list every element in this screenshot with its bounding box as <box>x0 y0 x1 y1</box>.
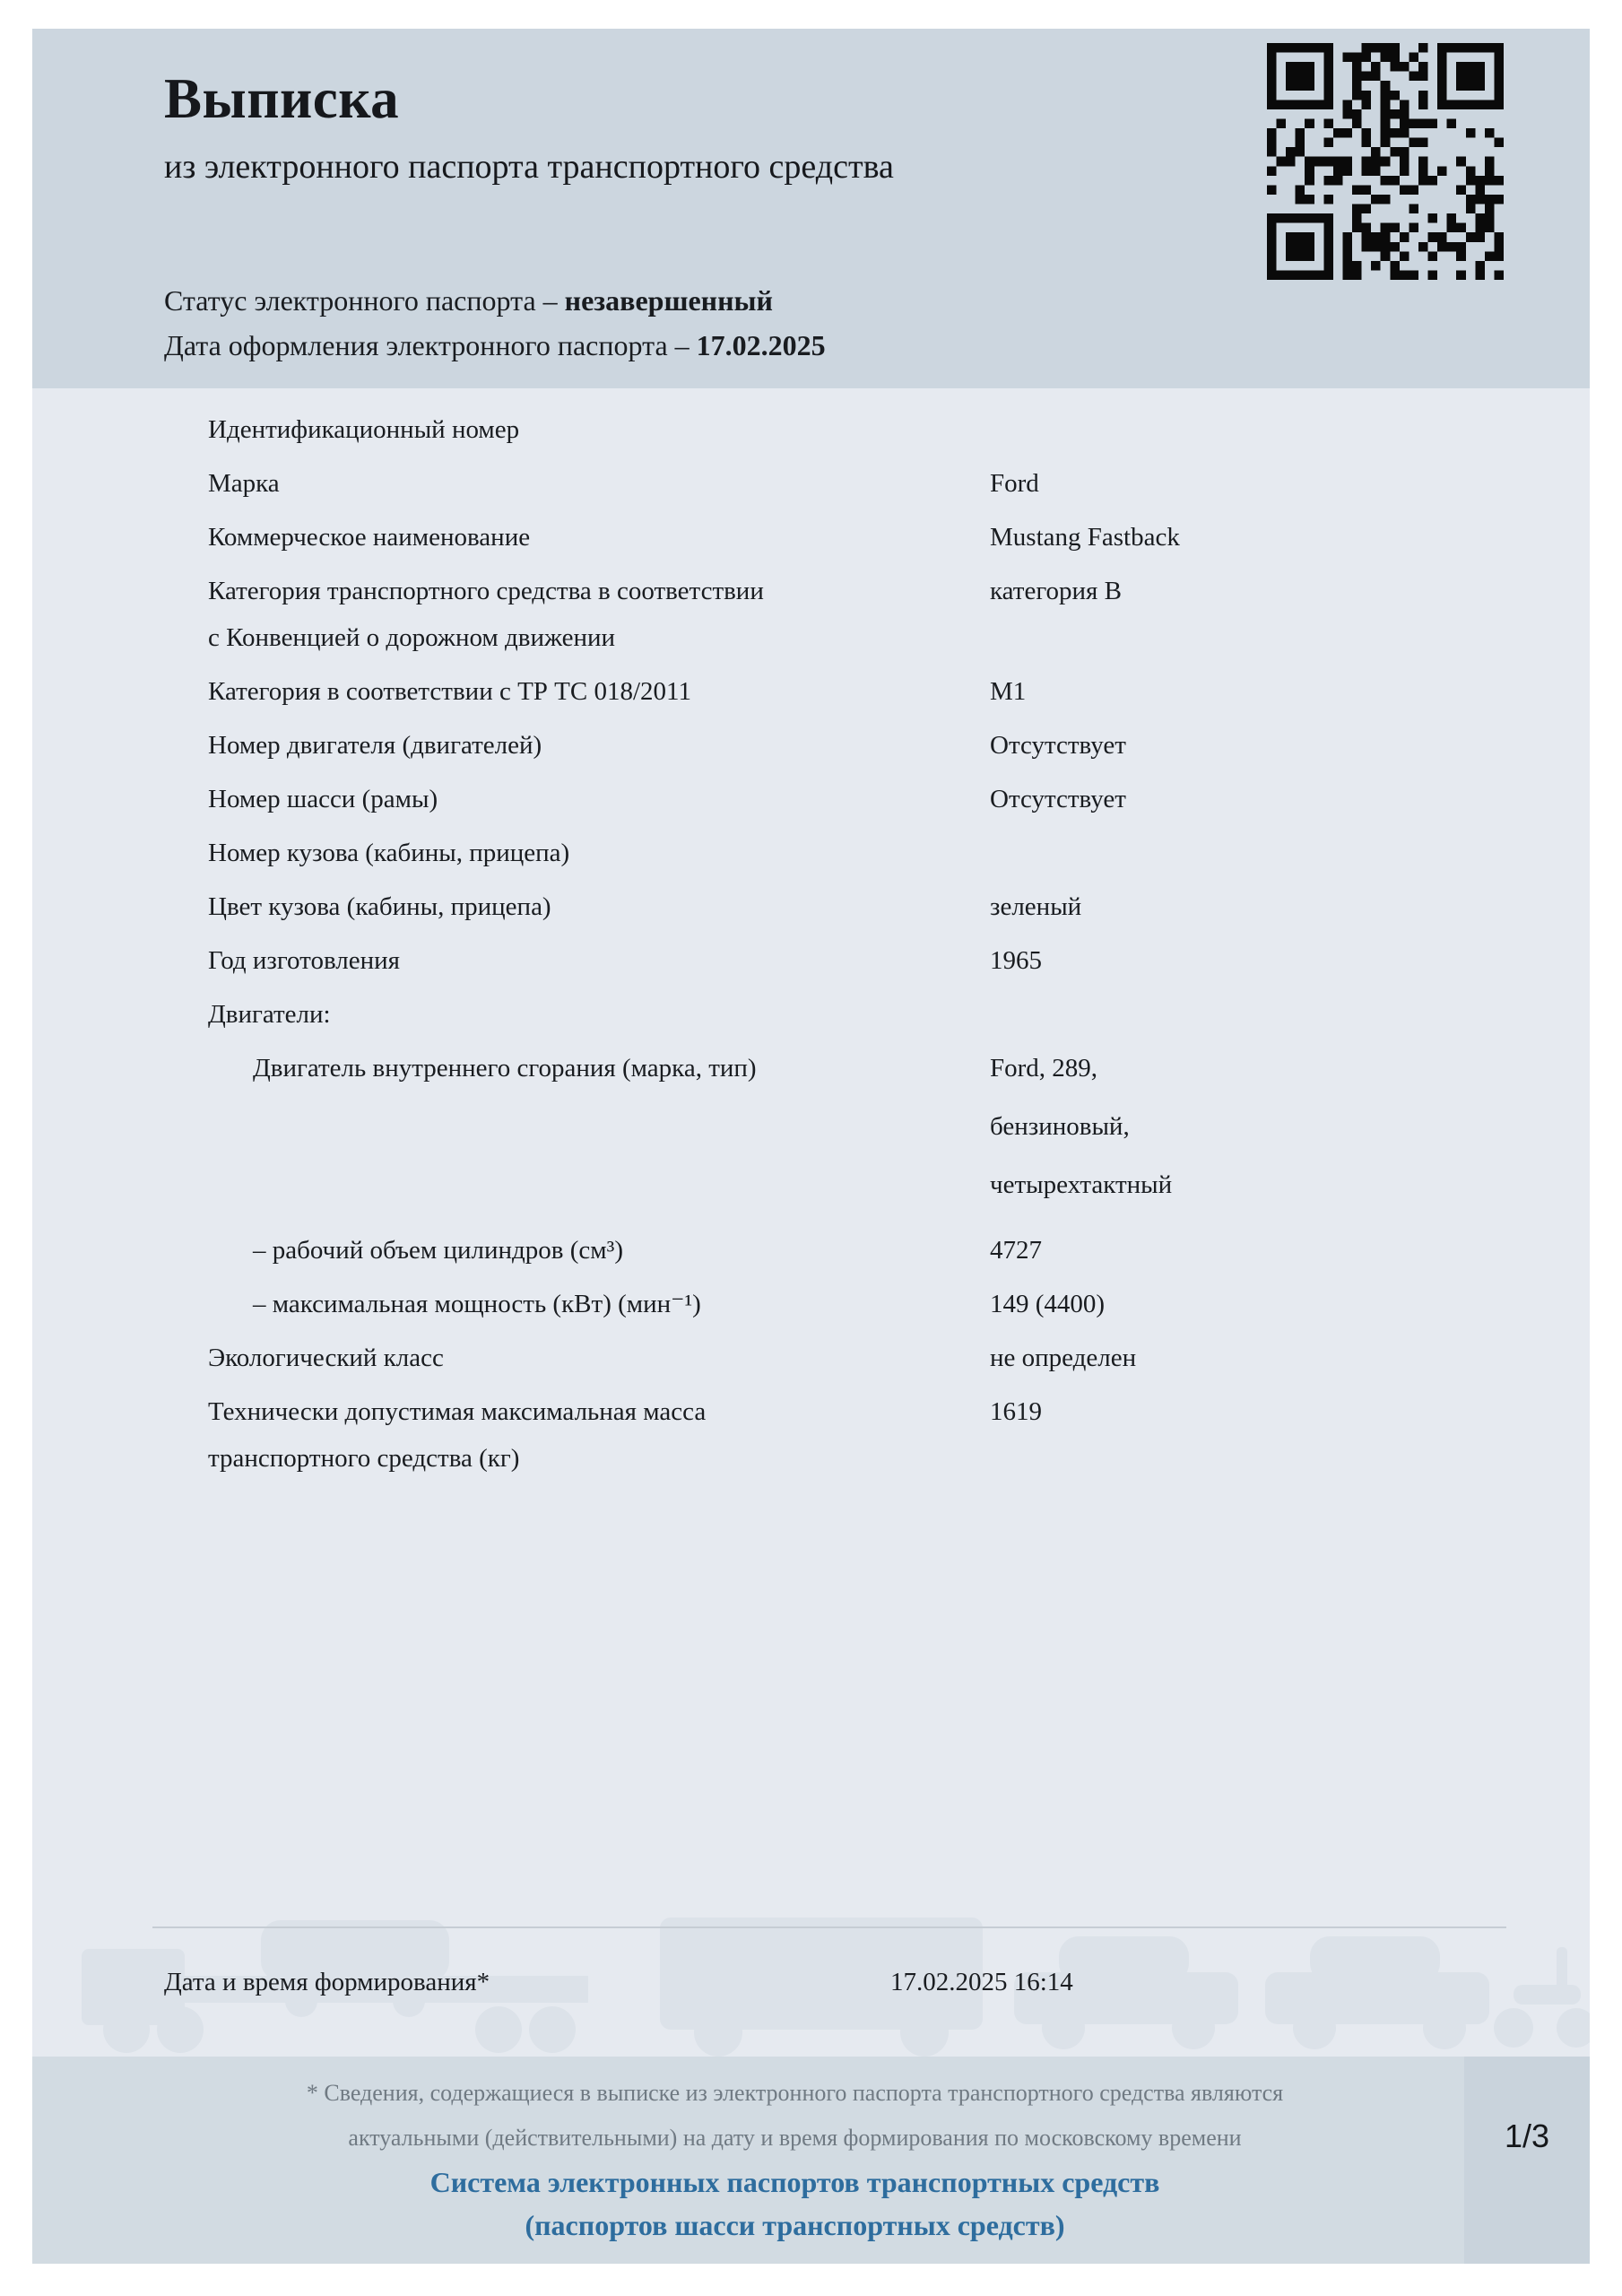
generation-row <box>164 1960 1509 2005</box>
table-row <box>208 668 1481 715</box>
system-name-line2: (паспортов шасси транспортных средств) <box>525 2209 1065 2241</box>
row-value: 1965 <box>990 946 1042 975</box>
row-value: категория B <box>990 577 1122 605</box>
row-value: Отсутствует <box>990 731 1126 760</box>
footer-note-line1: * Сведения, содержащиеся в выписке из электронного паспорта транспортного средства являются <box>306 2080 1284 2106</box>
row-label: – рабочий объем цилиндров (см³) <box>253 1236 623 1265</box>
row-label: Коммерческое наименование <box>208 523 531 552</box>
row-label: Двигатели: <box>208 1000 331 1029</box>
row-label: Номер двигателя (двигателей) <box>208 731 542 760</box>
row-value: 4727 <box>990 1236 1042 1265</box>
issue-date-value: 17.02.2025 <box>696 329 826 361</box>
row-label: – максимальная мощность (кВт) (мин⁻¹) <box>253 1290 701 1318</box>
table-row <box>208 568 1481 661</box>
row-value-line: бензиновый, <box>990 1112 1130 1141</box>
row-label: Цвет кузова (кабины, прицепа) <box>208 892 551 921</box>
table-row <box>208 830 1481 876</box>
vehicle-table <box>208 406 1481 1489</box>
table-row <box>208 1281 1481 1327</box>
status-label: Статус электронного паспорта – <box>164 284 565 317</box>
row-value <box>990 1045 1172 1220</box>
footer-text-block <box>32 2057 1464 2264</box>
table-row <box>208 1388 1481 1482</box>
row-value-line: четырехтактный <box>990 1170 1173 1199</box>
table-row <box>208 1227 1481 1274</box>
system-name-line1: Система электронных паспортов транспортных средств <box>429 2166 1160 2198</box>
row-value: 149 (4400) <box>990 1290 1106 1318</box>
table-row <box>208 1335 1481 1381</box>
row-value: не определен <box>990 1344 1137 1372</box>
footer-note-line2: актуальными (действительными) на дату и время формирования по московскому времени <box>348 2125 1242 2151</box>
row-label: Технически допустимая максимальная масса транспортного средства (кг) <box>208 1397 707 1473</box>
table-row <box>208 883 1481 930</box>
issue-date-line <box>164 323 826 368</box>
row-value: зеленый <box>990 892 1082 921</box>
row-label: Номер шасси (рамы) <box>208 785 438 813</box>
table-row <box>208 1045 1481 1220</box>
row-label: Марка <box>208 469 280 498</box>
document-footer <box>32 2057 1590 2264</box>
generation-value: 17.02.2025 16:14 <box>890 1968 1073 1996</box>
generation-label: Дата и время формирования* <box>164 1968 490 1996</box>
table-row <box>208 514 1481 561</box>
page-number: 1/3 <box>1464 2057 1590 2264</box>
status-line <box>164 278 826 323</box>
table-row <box>208 991 1481 1038</box>
status-value: незавершенный <box>564 284 773 317</box>
issue-date-label: Дата оформления электронного паспорта – <box>164 329 697 361</box>
table-row <box>208 722 1481 769</box>
page-title: Выписка <box>164 67 400 130</box>
row-value: M1 <box>990 677 1027 706</box>
row-label: Категория транспортного средства в соответствии с Конвенцией о дорожном движении <box>208 577 764 652</box>
row-label: Категория в соответствии с ТР ТС 018/2011 <box>208 677 691 706</box>
row-value: Mustang Fastback <box>990 523 1180 552</box>
table-row <box>208 460 1481 507</box>
row-label: Экологический класс <box>208 1344 444 1372</box>
table-row <box>208 406 1481 453</box>
row-label: Идентификационный номер <box>208 415 520 444</box>
row-label: Двигатель внутреннего сгорания (марка, тип) <box>253 1054 757 1083</box>
qr-code-icon <box>1267 43 1504 280</box>
table-row <box>208 937 1481 984</box>
row-label: Год изготовления <box>208 946 400 975</box>
row-value: Отсутствует <box>990 785 1126 813</box>
row-value-line: Ford, 289, <box>990 1054 1098 1083</box>
row-label: Номер кузова (кабины, прицепа) <box>208 839 570 867</box>
document-body <box>32 388 1590 2057</box>
row-value: Ford <box>990 469 1039 498</box>
row-value: 1619 <box>990 1397 1042 1426</box>
divider-line <box>152 1926 1506 1928</box>
page-subtitle: из электронного паспорта транспортного средства <box>164 148 894 186</box>
document-header <box>32 29 1590 388</box>
passport-status-line <box>164 278 826 368</box>
table-row <box>208 776 1481 822</box>
